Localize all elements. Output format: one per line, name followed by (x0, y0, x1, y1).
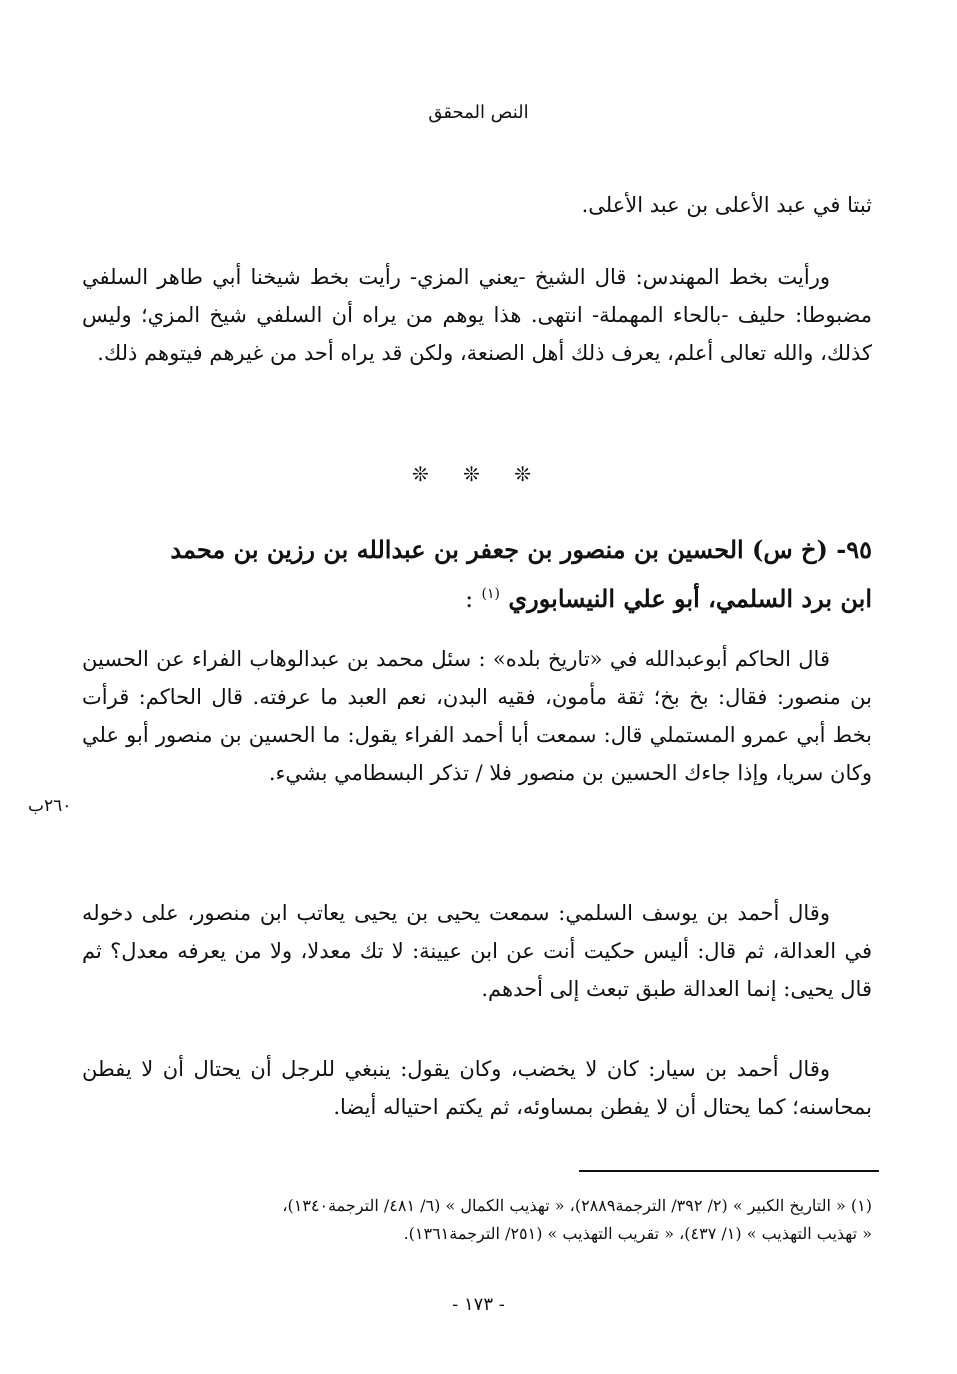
running-header: النص المحقق (428, 102, 529, 123)
footnotes (82, 1192, 872, 1248)
entry-paragraph-3: وقال أحمد بن سيار: كان لا يخضب، وكان يقول: ينبغي للرجل أن يحتال أن لا يفطن بمحاسنه؛ كما يحتال أن لا يفطن بمساوئه، ثم يكتم احتياله أيضا. (82, 1057, 872, 1119)
note-paragraph-block (82, 258, 872, 372)
entry-paragraph-1: قال الحاكم أبوعبدالله في «تاريخ بلده» : سئل محمد بن عبدالوهاب الفراء عن الحسين بن منصور: فقال: بخ بخ؛ ثقة مأمون، فقيه البدن، نعم العبد ما عرفته. قال الحاكم: قرأت بخط أبي عمرو المستملي قال: سمعت أبا أحمد الفراء يقول: ما الحسين بن منصور أبو علي وكان سريا، وإذا جاءك الحسين بن منصور فلا / تذكر البسطامي بشيء. (82, 647, 872, 785)
entry-paragraph-2: وقال أحمد بن يوسف السلمي: سمعت يحيى بن يحيى يعاتب ابن منصور، على دخوله في العدالة، ثم قال: أليس حكيت أنت عن ابن عيينة: لا تك معدلا، ولا من يعرفه معدل؟ ثم قال يحيى: إنما العدالة طبق تبعث إلى أحدهم. (82, 901, 872, 1001)
entry-paragraph-3-block (82, 1050, 872, 1126)
entry-heading-line-1: ٩٥- (خ س) الحسين بن منصور بن جعفر بن عبدالله بن رزين بن محمد (170, 535, 872, 564)
margin-folio-note: ٢٦٠ب (28, 796, 72, 816)
footnote-line-1: (١) « التاريخ الكبير » (٢/ ٣٩٢/ الترجمة٢٨٨٩)، « تهذيب الكمال » (٦/ ٤٨١/ الترجمة١٣٤٠)، (282, 1196, 872, 1215)
continuation-line: ثبتا في عبد الأعلى بن عبد الأعلى. (581, 193, 872, 217)
note-paragraph: ورأيت بخط المهندس: قال الشيخ -يعني المزي- رأيت بخط شيخنا أبي طاهر السلفي مضبوطا: حليف -بالحاء المهملة- انتهى. هذا يوهم من يراه أن السلفي شيخ المزي؛ وليس كذلك، والله تعالى أعلم، يعرف ذلك أهل الصنعة، ولكن قد يراه أحد من غيرهم فيتوهم ذلك. (82, 265, 872, 365)
section-ornament: ❊ ❊ ❊ (412, 462, 545, 486)
footnote-divider (579, 1170, 879, 1172)
entry-heading (82, 528, 872, 621)
page-number: - ١٧٣ - (452, 1294, 505, 1315)
entry-paragraph-2-block (82, 894, 872, 1008)
continuation-text (82, 186, 872, 224)
entry-heading-name: ابن برد السلمي، أبو علي النيسابوري (508, 584, 872, 613)
entry-heading-line-2 (82, 572, 872, 621)
footnote-line-2: « تهذيب التهذيب » (١/ ٤٣٧)، « تقريب التهذيب » (٢٥١/ الترجمة١٣٦١). (403, 1224, 872, 1243)
entry-paragraph-1-block (82, 640, 872, 792)
heading-colon: : (465, 585, 474, 613)
footnote-marker: (١) (481, 586, 501, 602)
